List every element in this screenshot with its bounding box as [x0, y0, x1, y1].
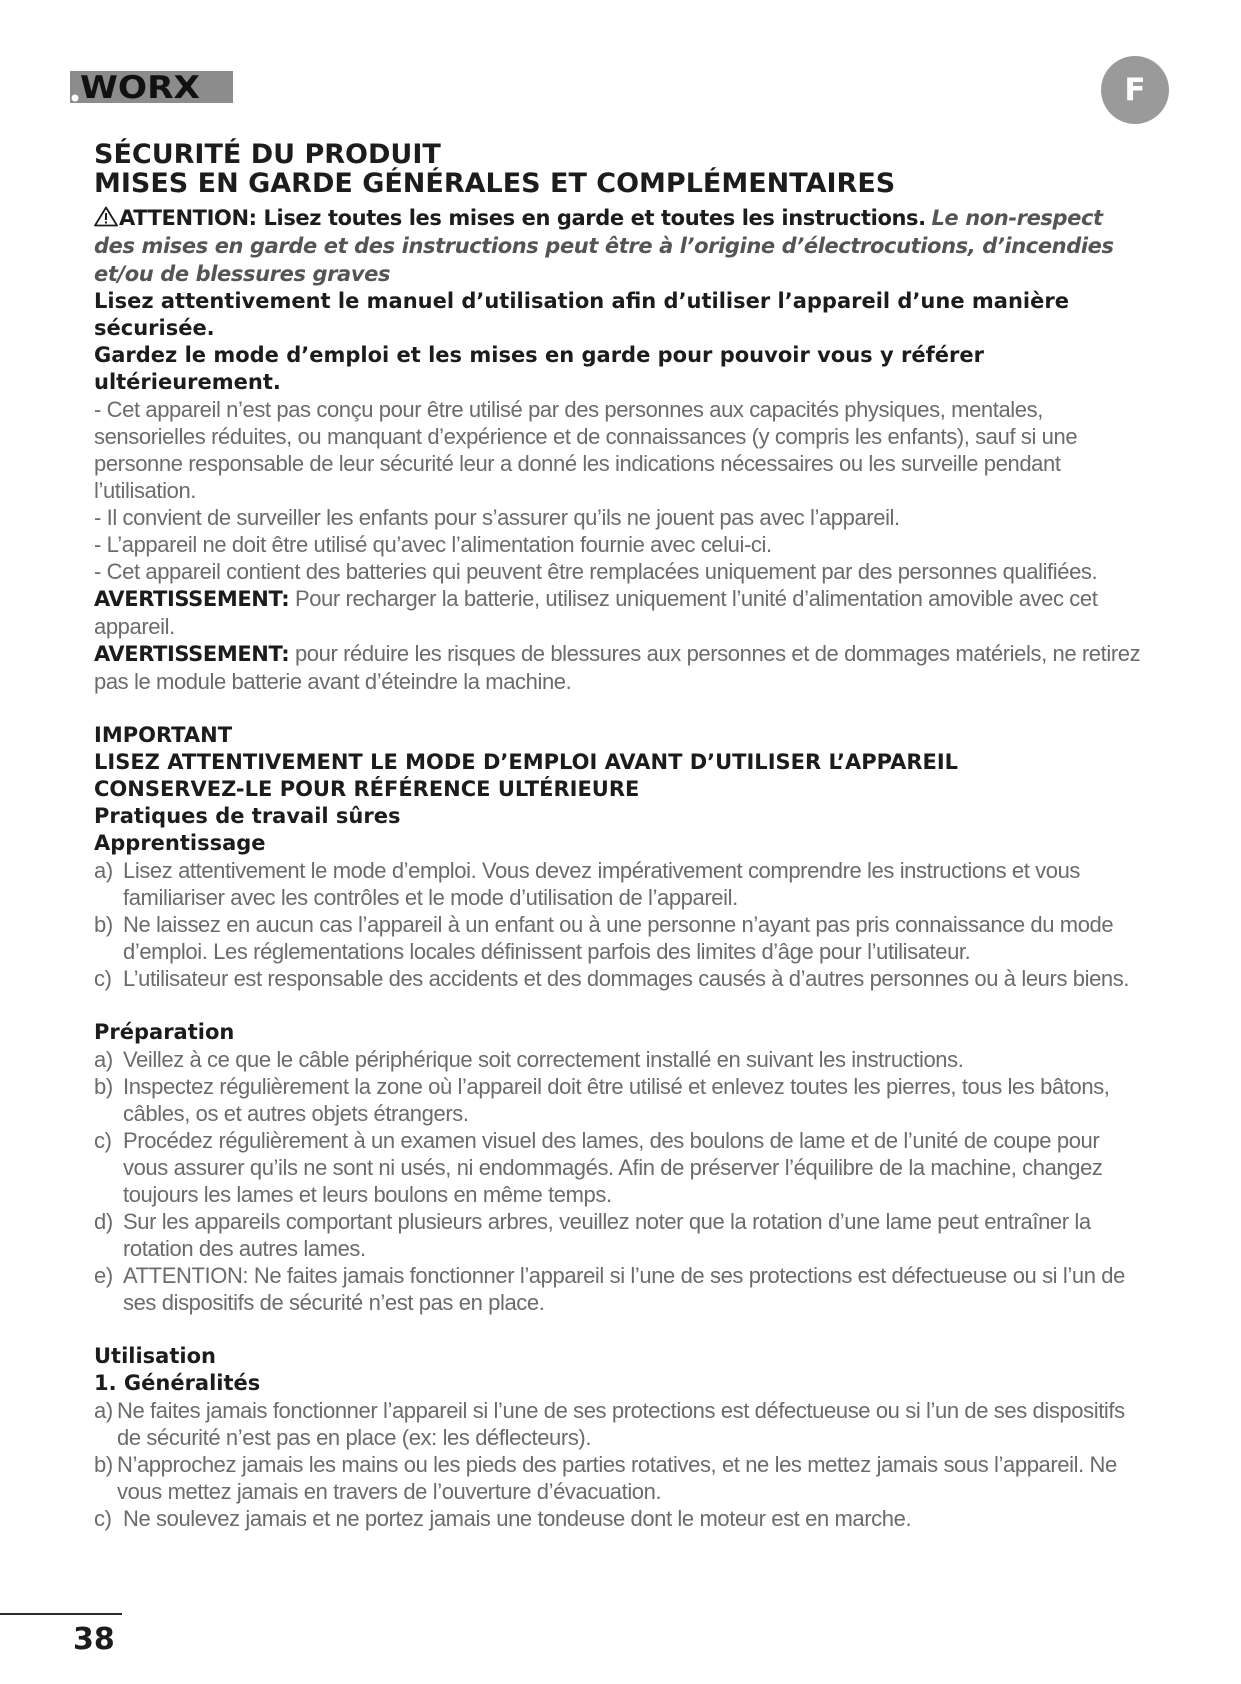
list-marker: a): [94, 1398, 113, 1423]
list-item: [94, 1046, 1144, 1073]
footer-divider: [0, 1613, 122, 1615]
list-text: Ne soulevez jamais et ne portez jamais une tondeuse dont le moteur est en marche.: [123, 1506, 912, 1531]
bold-instruction: Lisez attentivement le manuel d’utilisation afin d’utiliser l’appareil d’une manière sécurisée.: [94, 289, 1069, 340]
list-item: [94, 1073, 1144, 1127]
preparation-heading: Préparation: [94, 1020, 235, 1044]
list-item: [94, 857, 1144, 911]
dash-item: - Cet appareil n’est pas conçu pour être utilisé par des personnes aux capacités physiques, mentales, sensorielles réduites, ou manquant d’expérience et de connaissances (y compris les enfants), sauf si une personne responsable de leur sécurité leur a donné les indications nécessaires ou les surveille pendant l’utilisation.: [94, 397, 1078, 503]
title-line: MISES EN GARDE GÉNÉRALES ET COMPLÉMENTAIRES: [94, 168, 896, 199]
list-item: [94, 911, 1144, 965]
section-heading: Pratiques de travail sûres: [94, 804, 401, 828]
important-heading: IMPORTANT: [94, 723, 233, 747]
list-text: N’approchez jamais les mains ou les pieds des parties rotatives, et ne les mettez jamais sous l’appareil. Ne vous mettez jamais en travers de l’ouverture d’évacuation.: [117, 1452, 1117, 1504]
list-text: L’utilisateur est responsable des accidents et des dommages causés à d’autres personnes ou à leurs biens.: [123, 966, 1130, 991]
list-text: Veillez à ce que le câble périphérique soit correctement installé en suivant les instructions.: [123, 1047, 964, 1072]
list-text: Ne laissez en aucun cas l’appareil à un enfant ou à une personne n’ayant pas pris connaissance du mode d’emploi. Les réglementations locales définissent parfois des limites d’âge pour l’utilisateur.: [123, 912, 1114, 964]
language-badge: F: [1101, 56, 1169, 124]
list-item: [94, 1127, 1144, 1208]
attention-paragraph: [94, 204, 1144, 288]
dash-item: - L’appareil ne doit être utilisé qu’avec l’alimentation fournie avec celui-ci.: [94, 532, 772, 557]
important-line: CONSERVEZ-LE POUR RÉFÉRENCE ULTÉRIEURE: [94, 777, 640, 801]
warning-paragraph: [94, 640, 1144, 695]
warning-text: pour réduire les risques de blessures aux personnes et de dommages matériels, ne retirez pas le module batterie avant d’éteindre la machine.: [94, 641, 1141, 694]
page-number: 38: [73, 1622, 115, 1657]
list-item: [94, 1505, 1144, 1532]
list-marker: e): [94, 1263, 113, 1288]
utilisation-list: [94, 1397, 1144, 1532]
list-text: Ne faites jamais fonctionner l’appareil si l’une de ses protections est défectueuse ou si l’un de ses dispositifs de sécurité n’est pas en place (ex: les déflecteurs).: [117, 1398, 1125, 1450]
list-item: [94, 1262, 1144, 1316]
list-marker: b): [94, 1452, 113, 1477]
list-text: Lisez attentivement le mode d’emploi. Vous devez impérativement comprendre les instructions et vous familiariser avec les contrôles et le mode d’utilisation de l’appareil.: [123, 858, 1081, 910]
dash-item: - Cet appareil contient des batteries qui peuvent être remplacées uniquement par des personnes qualifiées.: [94, 559, 1098, 584]
list-item: [94, 965, 1144, 992]
list-marker: a): [94, 858, 113, 883]
attention-label: ATTENTION: Lisez toutes les mises en garde et toutes les instructions.: [119, 206, 926, 230]
important-line: LISEZ ATTENTIVEMENT LE MODE D’EMPLOI AVANT D’UTILISER L’APPAREIL: [94, 750, 959, 774]
bold-instruction: Gardez le mode d’emploi et les mises en garde pour pouvoir vous y référer ultérieurement.: [94, 343, 984, 394]
list-marker: c): [94, 1506, 112, 1531]
list-marker: a): [94, 1047, 113, 1072]
utilisation-subheading: 1. Généralités: [94, 1371, 261, 1395]
list-text: ATTENTION: Ne faites jamais fonctionner l’appareil si l’une de ses protections est défectueuse ou si l’un de ses dispositifs de sécurité n’est pas en place.: [123, 1263, 1125, 1315]
attention-italic: Le non-respect des mises en garde et des instructions peut être à l’origine d’électrocutions, d’incendies et/ou de blessures graves: [94, 206, 1114, 286]
list-item: [94, 1208, 1144, 1262]
utilisation-heading: Utilisation: [94, 1344, 216, 1368]
page-title: [94, 140, 1144, 198]
warning-paragraph: [94, 585, 1144, 640]
list-marker: b): [94, 1074, 113, 1099]
list-text: Sur les appareils comportant plusieurs arbres, veuillez noter que la rotation d’une lame peut entraîner la rotation des autres lames.: [123, 1209, 1091, 1261]
list-text: Procédez régulièrement à un examen visuel des lames, des boulons de lame et de l’unité de coupe pour vous assurer qu’ils ne sont ni usés, ni endommagés. Afin de préserver l’équilibre de la machine, changez toujours les lames et leurs boulons en même temps.: [123, 1128, 1103, 1207]
list-marker: b): [94, 912, 113, 937]
dash-item: - Il convient de surveiller les enfants pour s’assurer qu’ils ne jouent pas avec l’appareil.: [94, 505, 900, 530]
title-line: SÉCURITÉ DU PRODUIT: [94, 139, 441, 170]
apprentissage-list: [94, 857, 1144, 992]
warning-label: AVERTISSEMENT:: [94, 587, 290, 611]
warning-text: Pour recharger la batterie, utilisez uniquement l’unité d’alimentation amovible avec cet appareil.: [94, 586, 1098, 639]
list-marker: c): [94, 966, 112, 991]
preparation-list: [94, 1046, 1144, 1316]
list-marker: c): [94, 1128, 112, 1153]
list-item: [94, 1397, 1144, 1451]
list-marker: d): [94, 1209, 113, 1234]
subsection-heading: Apprentissage: [94, 831, 266, 855]
warning-triangle-icon: [94, 206, 118, 227]
list-item: [94, 1451, 1144, 1505]
worx-logo: [70, 71, 233, 103]
safety-content: [94, 140, 1144, 1532]
warning-label: AVERTISSEMENT:: [94, 642, 290, 666]
brand-name: WORX: [80, 71, 201, 103]
list-text: Inspectez régulièrement la zone où l’appareil doit être utilisé et enlevez toutes les pierres, tous les bâtons, câbles, os et autres objets étrangers.: [123, 1074, 1110, 1126]
